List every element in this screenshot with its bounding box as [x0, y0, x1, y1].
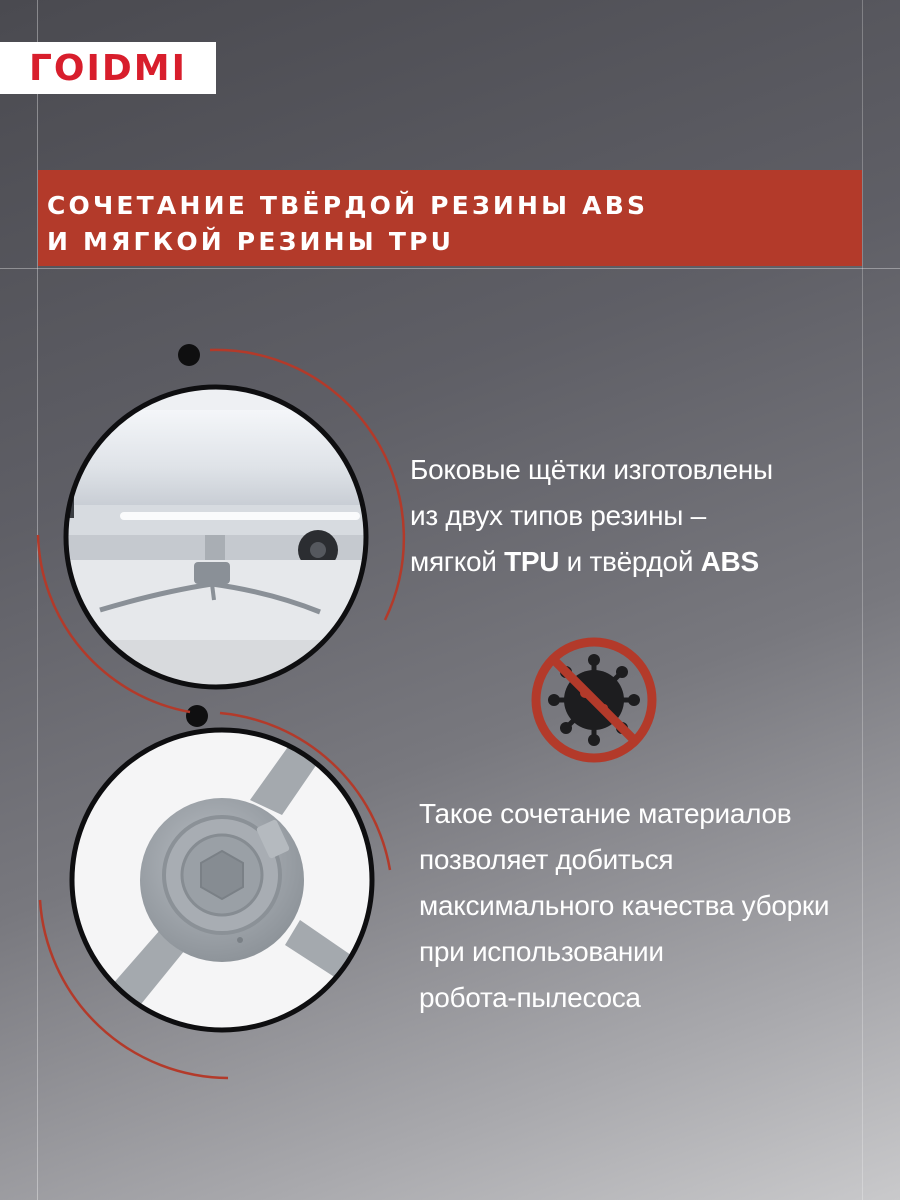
description-brushes [410, 447, 773, 585]
marker-dot-1 [178, 344, 200, 366]
text-hard: и твёрдой [559, 546, 701, 577]
side-brush-photo [70, 725, 380, 1035]
no-bacteria-icon [536, 642, 652, 758]
description-benefit [419, 791, 829, 1021]
marker-dot-2 [186, 705, 208, 727]
text-abs: ABS [700, 546, 759, 577]
description-benefit-line-3: максимального качества уборки [419, 890, 830, 921]
description-brushes-line-3 [410, 539, 773, 585]
text-soft: мягкой [410, 546, 505, 577]
logo-text: ГОIDMI [28, 47, 188, 89]
description-benefit-line-1: Такое сочетание материалов [419, 798, 792, 829]
description-benefit-line-4: при использовании [419, 936, 664, 967]
description-benefit-line-5: робота-пылесоса [419, 982, 641, 1013]
banner-line-1: СОЧЕТАНИЕ ТВЁРДОЙ РЕЗИНЫ ABS [47, 191, 649, 220]
banner-line-2: И МЯГКОЙ РЕЗИНЫ TPU [47, 227, 455, 256]
description-brushes-line-1: Боковые щётки изготовлены [410, 454, 773, 485]
description-benefit-line-2: позволяет добиться [419, 844, 674, 875]
description-brushes-line-2: из двух типов резины – [410, 500, 706, 531]
robot-brush-photo [60, 380, 380, 700]
text-tpu: TPU [504, 546, 560, 577]
